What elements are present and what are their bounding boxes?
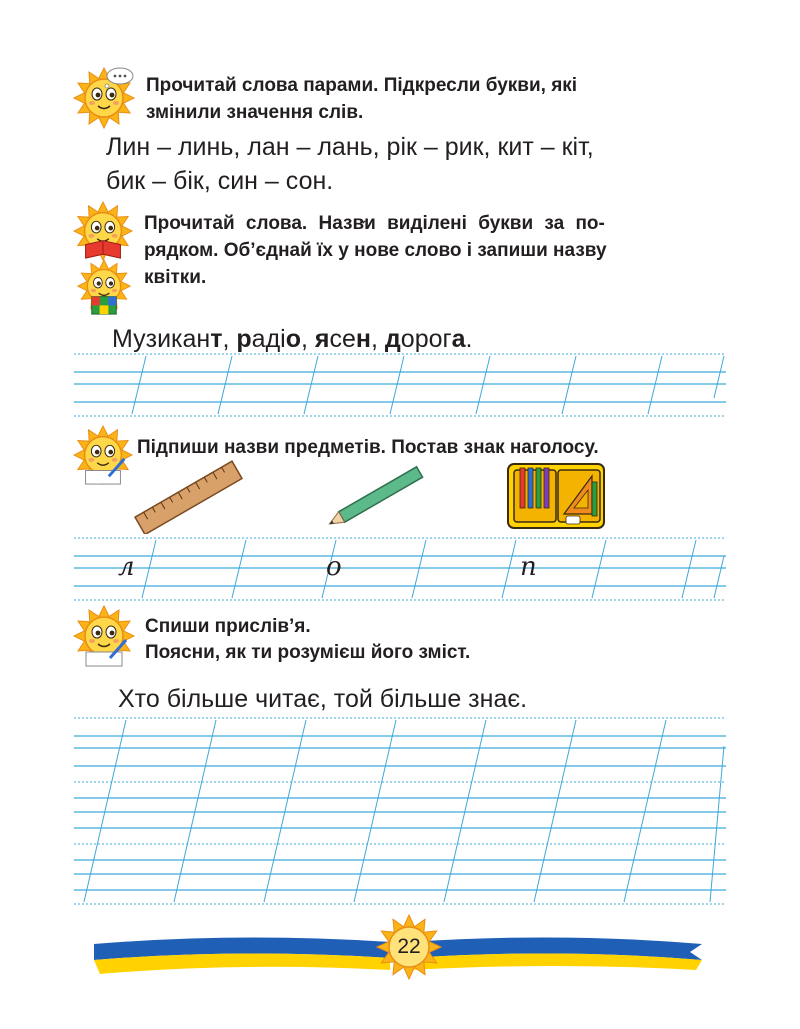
exercise1-text-line1: Лин – линь, лан – лань, рік – рик, кит – кіт, (106, 133, 594, 161)
word-1: Музикант, (112, 325, 237, 353)
exercise1-text-line2: бик – бік, син – сон. (106, 167, 334, 195)
word-4: дорога. (384, 325, 473, 353)
ruler-start-letter: л (118, 552, 135, 582)
pencil-icon (322, 464, 434, 528)
exercise2-instruction-line1b: виділені букви за по- (387, 213, 605, 234)
exercise2-instruction-line3: квітки. (144, 267, 207, 288)
exercise2-instruction-line1a: Прочитай слова. Назви (144, 213, 376, 234)
ruler-icon (128, 460, 248, 534)
cube-sunflower-icon (76, 258, 132, 316)
writing-sunflower-icon-2 (72, 604, 136, 668)
writing-lines-3[interactable] (74, 716, 726, 908)
word-2: радіо, (236, 325, 315, 353)
word-3: ясен, (314, 325, 385, 353)
reading-sunflower-icon (72, 200, 134, 262)
pencil-start-letter: о (326, 552, 342, 582)
pencil-case-icon (506, 462, 606, 530)
exercise3-instruction: Підпиши назви предметів. Постав знак наголосу. (137, 437, 599, 458)
writing-sunflower-icon (72, 424, 134, 486)
exercise2-words (112, 322, 473, 356)
exercise4-instruction-line1: Спиши прислів’я. (145, 616, 311, 637)
exercise1-instruction-line1: Прочитай слова парами. Підкресли букви, які (146, 75, 578, 96)
exercise1-instruction-line2: змінили значення слів. (146, 102, 364, 123)
pencil-case-start-letter: п (520, 552, 537, 582)
exercise4-instruction-line2: Поясни, як ти розумієш його зміст. (145, 642, 471, 663)
exercise2-instruction-line2: рядком. Об’єднай їх у нове слово і запиши назву (144, 240, 607, 261)
thinking-sunflower-icon (72, 64, 136, 132)
proverb: Хто більше читає, той більше знає. (118, 685, 528, 713)
writing-lines-2[interactable] (74, 536, 726, 604)
writing-lines-1[interactable] (74, 352, 726, 420)
page-number: 22 (397, 935, 421, 958)
